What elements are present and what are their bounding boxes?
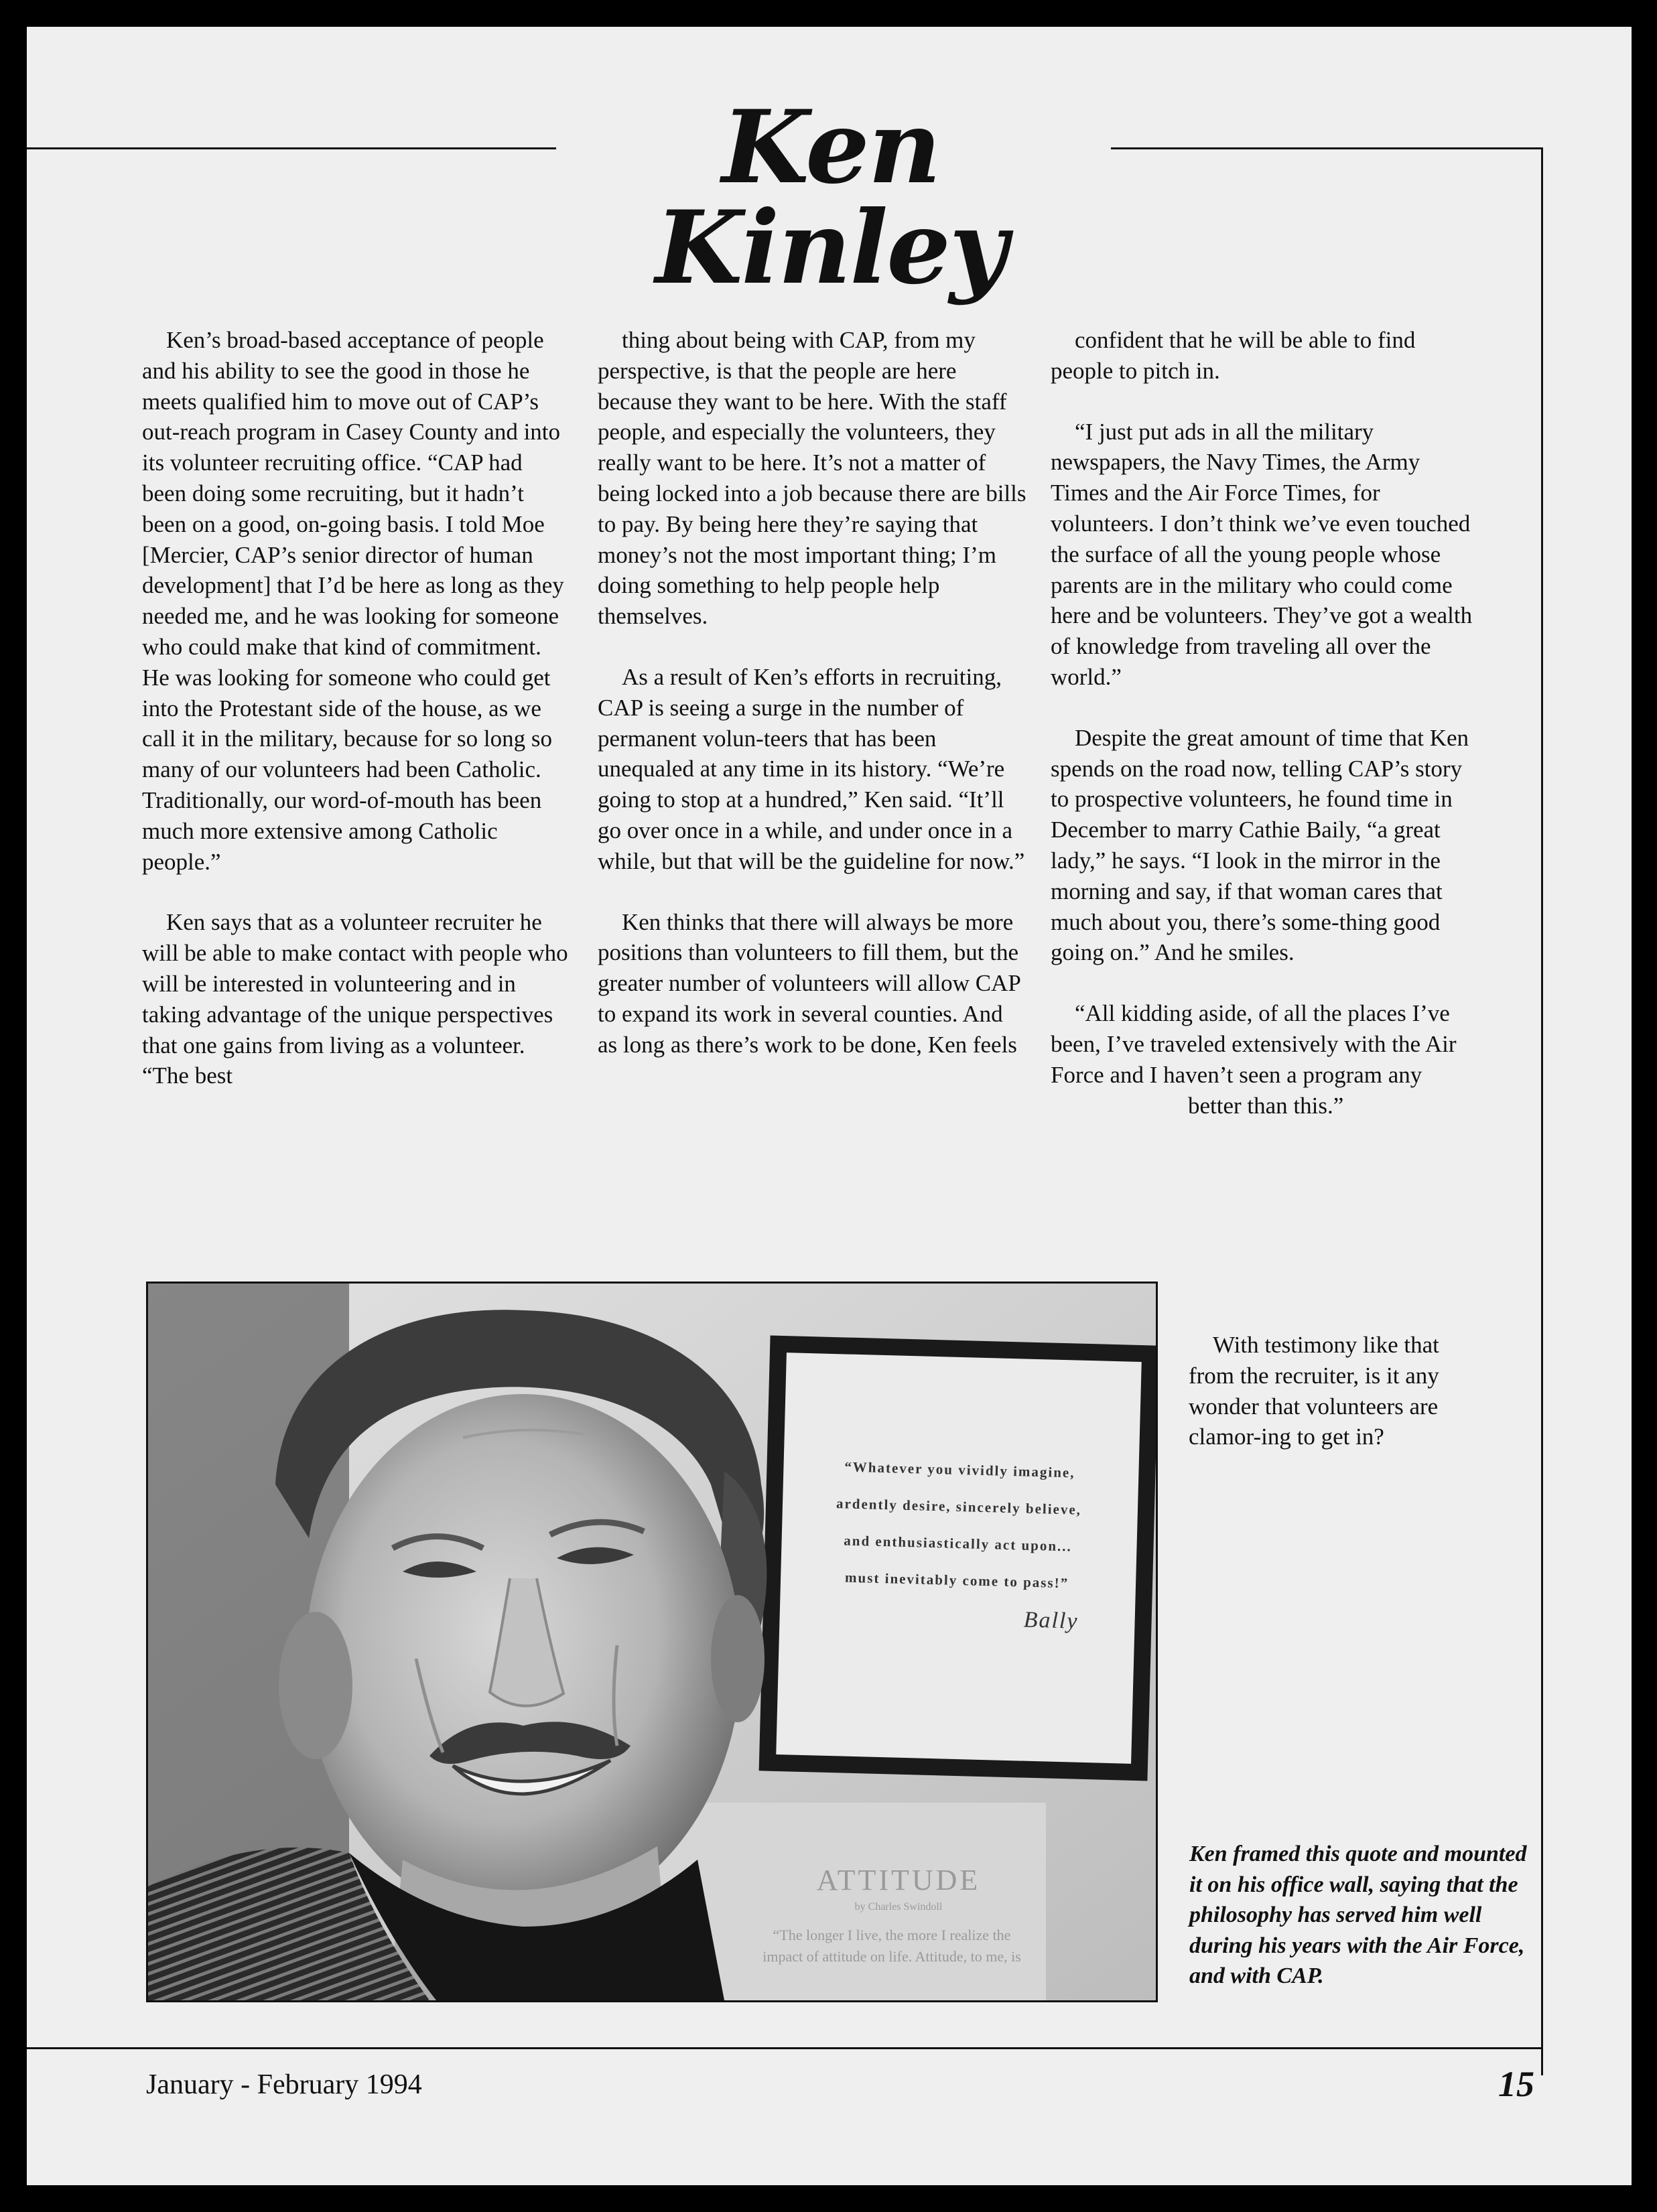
frame-rule-right [1541, 147, 1543, 2075]
framed-quote [759, 1336, 1156, 1781]
paragraph: “I just put ads in all the military newspapers, the Navy Times, the Army Times and the Air Force Times, for volunteers. I don’t think we’ve even touched the surface of all the young people whose parents are in the military who could come here and be volunteers. They’ve got a wealth of knowledge from traveling all over the world.” [1051, 418, 1473, 690]
poster-byline: by Charles Swindoll [854, 1901, 943, 1913]
portrait-photo [146, 1282, 1158, 2002]
poster-text: impact of attitude on life. Attitude, to me, is [763, 1948, 1021, 1965]
paragraph: Ken says that as a volunteer recruiter he will be able to make contact with people who will be interested in volunteering and in taking advantage of the unique perspectives that one gains from living as a volunteer. “The best [142, 909, 568, 1089]
text-column-1 [142, 325, 571, 1091]
paragraph: Ken thinks that there will always be more positions than volunteers to fill them, but the greater number of volunteers will allow CAP to expand its work in several counties. And as long as there’s work to be done, Ken feels [598, 908, 1020, 1058]
article-title: Ken Kinley [655, 88, 1006, 307]
issue-date: January - February 1994 [146, 2069, 422, 2100]
frame-quote-line: and enthusiastically act upon... [844, 1532, 1073, 1555]
magazine-page [27, 27, 1632, 2185]
paragraph: confident that he will be able to find people to pitch in. [1051, 327, 1416, 384]
frame-quote-line: ardently desire, sincerely believe, [836, 1495, 1082, 1518]
text-column-2 [598, 325, 1026, 1060]
frame-quote-line: must inevitably come to pass!” [844, 1569, 1069, 1592]
title-rule-left [27, 147, 556, 149]
frame-rule-bottom [27, 2047, 1543, 2049]
paragraph: As a result of Ken’s efforts in recruiting, CAP is seeing a surge in the number of permanent volun-teers that has been unequaled at any time in its history. “We’re going to stop at a hundred,” Ken said. “It’ll go over once in a while, and under once in a while, but that will be the guideline for now.” [598, 663, 1025, 874]
poster-title: ATTITUDE [816, 1864, 981, 1896]
page-number: 15 [1498, 2064, 1534, 2104]
photo-caption: Ken framed this quote and mounted it on his office wall, saying that the philosophy has served him well during his years with the Air Force, and with CAP. [1189, 1842, 1527, 1988]
paragraph: Despite the great amount of time that Ken spends on the road now, telling CAP’s story to prospective volunteers, he found time in December to marry Cathie Baily, “a great lady,” he says. “I look in the mirror in the morning and say, if that woman cares that much about you, there’s some-thing good going on.” And he smiles. [1051, 724, 1469, 966]
paragraph: Ken’s broad-based acceptance of people and his ability to see the good in those he meets qualified him to move out of CAP’s out-reach program in Casey County and into its volunteer recruiting office. “CAP had been doing some recruiting, but it hadn’t been on a good, on-going basis. I told Moe [Mercier, CAP’s senior director of human development] that I’d be here as long as they needed me, and he was looking for someone who could make that kind of commitment. He was looking for someone who could get into the Protestant side of the house, as we call it in the military, because for so long so many of our volunteers had been Catholic. Traditionally, our word-of-mouth has been much more extensive among Catholic people.” [142, 327, 564, 875]
paragraph: thing about being with CAP, from my perspective, is that the people are here because they want to be here. With the staff people, and especially the volunteers, they really want to be here. It’s not a matter of being locked into a job because there are bills to pay. By being here they’re saying that money’s not the most important thing; I’m doing something to help people help themselves. [598, 327, 1026, 630]
closing-paragraph: With testimony like that from the recruiter, is it any wonder that volunteers are clamor-ing to get in? [1189, 1332, 1439, 1450]
frame-signature: Bally [1023, 1607, 1079, 1634]
text-column-3 [1051, 325, 1479, 1121]
title-rule-right [1111, 147, 1543, 149]
paragraph-continuation: better than this.” [1188, 1092, 1344, 1119]
poster-text: “The longer I live, the more I realize the [773, 1927, 1011, 1943]
paragraph: “All kidding aside, of all the places I’ve been, I’ve traveled extensively with the Air Force and I haven’t seen a program any [1051, 1000, 1457, 1088]
frame-quote-line: “Whatever you vividly imagine, [844, 1458, 1075, 1481]
